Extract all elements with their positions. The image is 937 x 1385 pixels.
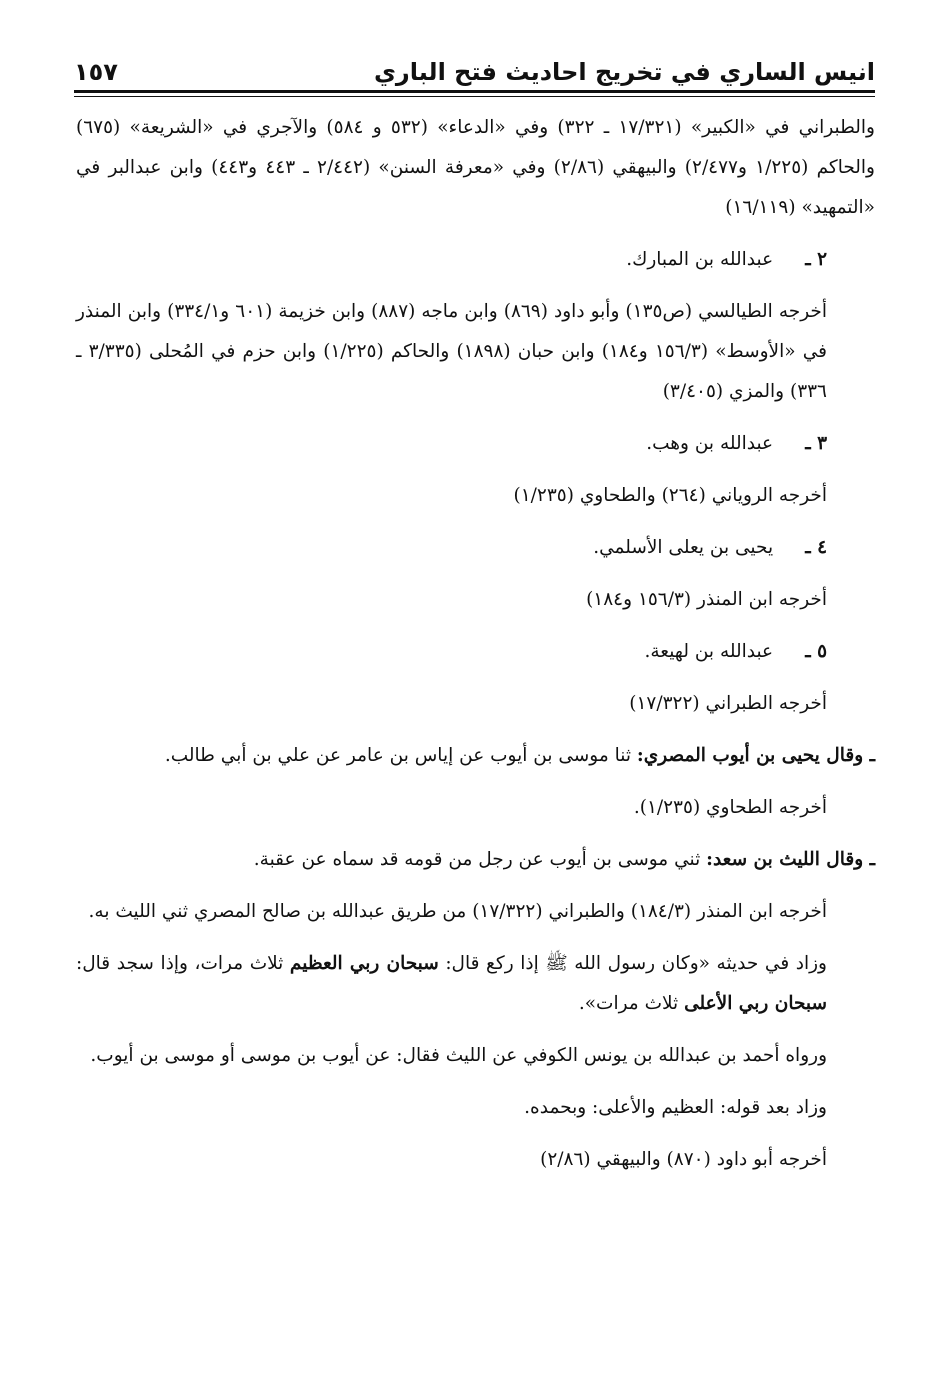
- book-title: انيس الساري في تخريج احاديث فتح الباري: [373, 58, 875, 86]
- header-rule-thin: [74, 96, 875, 97]
- numbered-item-2: [76, 240, 875, 280]
- page-body: [76, 108, 875, 1192]
- item-number: ٤ ـ: [805, 537, 827, 558]
- paragraph-narration-layth: [76, 840, 875, 880]
- item-number: ٢ ـ: [805, 249, 827, 270]
- paragraph-citations-2: أخرجه الطيالسي (ص١٣٥) وأبو داود (٨٦٩) وابن ماجه (٨٨٧) وابن خزيمة (٦٠١ و٣٣٤/١) وابن المنذر في «الأوسط» (١٥٦/٣ و١٨٤) وابن حبان (١٨٩٨) والحاكم (١/٢٢٥) وابن حزم في المُحلى (٣/٣٣٥ ـ ٣٣٦) والمزي (٣/٤٠٥): [76, 301, 827, 402]
- narration-text: ثني موسى بن أيوب عن رجل من قومه قد سماه عن عقبة.: [253, 849, 707, 870]
- numbered-item-5: [76, 632, 875, 672]
- item-title: عبدالله بن لهيعة.: [644, 641, 774, 662]
- page-number: ١٥٧: [74, 58, 118, 86]
- paragraph-citations-1: والطبراني في «الكبير» (١٧/٣٢١ ـ ٣٢٢) وفي «الدعاء» (٥٣٢ و ٥٨٤) والآجري في «الشريعة» (٦٧٥) والحاكم (١/٢٢٥ و٢/٤٧٧) والبيهقي (٢/٨٦) وفي «معرفة السنن» (٢/٤٤٢ ـ ٤٤٣ و٤٤٣) وابن عبدالبر في «التمهيد» (١٦/١١٩): [76, 117, 875, 218]
- text-run: ثلاث مرات، وإذا سجد قال:: [76, 953, 290, 974]
- numbered-item-4: [76, 528, 875, 568]
- paragraph-addition-2: وزاد بعد قوله: العظيم والأعلى: وبحمده.: [524, 1097, 827, 1118]
- paragraph-narration-yahya: [76, 736, 875, 776]
- paragraph-narration-ahmad: ورواه أحمد بن عبدالله بن يونس الكوفي عن الليث فقال: عن أيوب بن موسى أو موسى بن أيوب.: [90, 1045, 827, 1066]
- tasbih-bold: سبحان ربي الأعلى: [684, 993, 827, 1014]
- paragraph-citations-7: أخرجه ابن المنذر (١٨٤/٣) والطبراني (١٧/٣٢٢) من طريق عبدالله بن صالح المصري ثني الليث به.: [88, 901, 827, 922]
- item-title: يحيى بن يعلى الأسلمي.: [593, 537, 774, 558]
- paragraph-citations-8: أخرجه أبو داود (٨٧٠) والبيهقي (٢/٨٦): [540, 1149, 827, 1170]
- item-title: عبدالله بن وهب.: [646, 433, 774, 454]
- header-rule-thick: [74, 90, 875, 93]
- narration-text: ثنا موسى بن أيوب عن إياس بن عامر عن علي بن أبي طالب.: [164, 745, 637, 766]
- paragraph-citations-5: أخرجه الطبراني (١٧/٣٢٢): [629, 693, 827, 714]
- paragraph-citations-3: أخرجه الروياني (٢٦٤) والطحاوي (١/٢٣٥): [513, 485, 827, 506]
- item-title: عبدالله بن المبارك.: [626, 249, 774, 270]
- text-run: ثلاث مرات».: [578, 993, 685, 1014]
- tasbih-bold: سبحان ربي العظيم: [289, 953, 439, 974]
- item-number: ٥ ـ: [805, 641, 827, 662]
- item-number: ٣ ـ: [805, 433, 827, 454]
- numbered-item-3: [76, 424, 875, 464]
- paragraph-citations-6: أخرجه الطحاوي (١/٢٣٥).: [633, 797, 827, 818]
- paragraph-addition: [76, 944, 875, 1024]
- narrator-heading: ـ وقال يحيى بن أيوب المصري:: [636, 745, 875, 766]
- paragraph-citations-4: أخرجه ابن المنذر (١٥٦/٣ و١٨٤): [586, 589, 827, 610]
- narrator-heading: ـ وقال الليث بن سعد:: [706, 849, 875, 870]
- text-run: وزاد في حديثه «وكان رسول الله ﷺ إذا ركع قال:: [438, 953, 827, 974]
